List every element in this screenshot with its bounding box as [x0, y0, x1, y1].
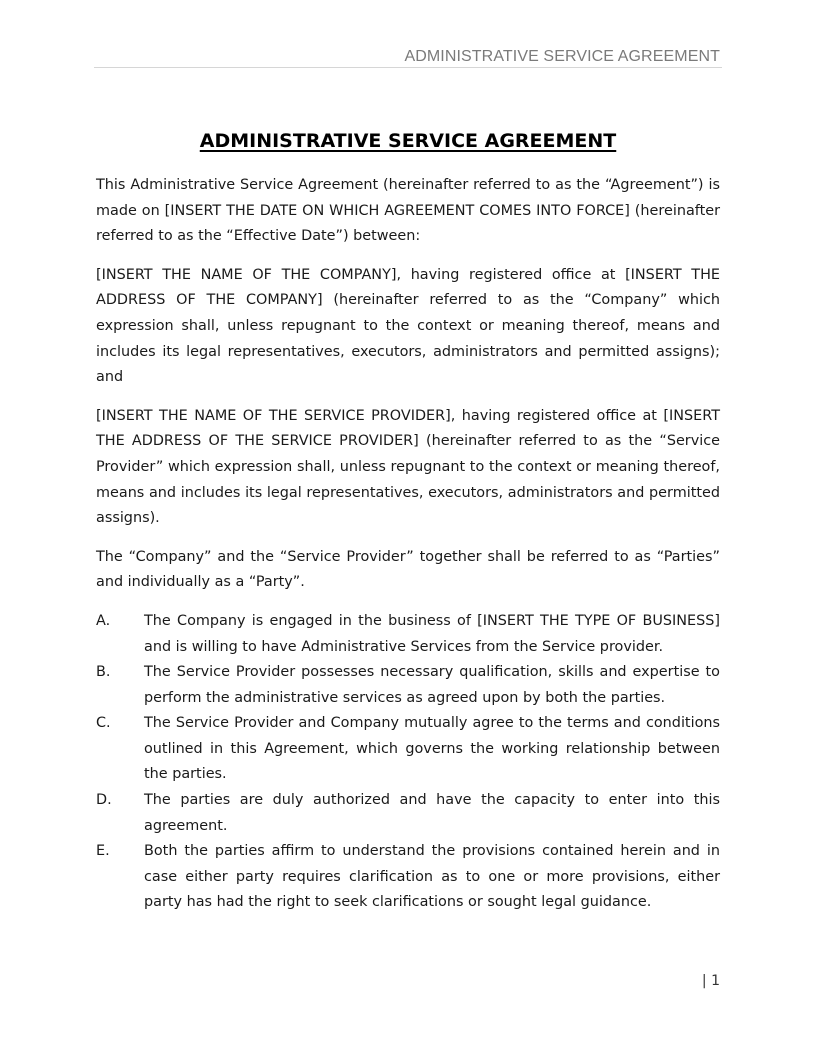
recital-text: The parties are duly authorized and have the capacity to enter into this agreement. — [144, 792, 720, 834]
recital-letter: C. — [96, 715, 111, 732]
recital-text: The Service Provider and Company mutually agree to the terms and conditions outlined in this Agreement, which governs the working relationship between the parties. — [144, 715, 720, 783]
recital-item — [96, 711, 720, 788]
company-party-paragraph: [INSERT THE NAME OF THE COMPANY], having registered office at [INSERT THE ADDRESS OF THE COMPANY] (hereinafter referred to as the “Company” which expression shall, unless repugnant to the context or meaning thereof, means and includes its legal representatives, executors, administrators and permitted assigns); and — [96, 266, 720, 386]
recital-item — [96, 788, 720, 839]
preamble-paragraph: This Administrative Service Agreement (hereinafter referred to as the “Agreement”) is made on [INSERT THE DATE ON WHICH AGREEMENT COMES INTO FORCE] (hereinafter referred to as the “Effective Date”) between: — [96, 177, 720, 245]
running-header-title: ADMINISTRATIVE SERVICE AGREEMENT — [404, 48, 720, 65]
parties-definition-paragraph: The “Company” and the “Service Provider” together shall be referred to as “Parties” and individually as a “Party”. — [96, 548, 720, 591]
page-number: | 1 — [701, 973, 720, 989]
recital-text: Both the parties affirm to understand the provisions contained herein and in case either party requires clarification as to one or more provisions, either party has had the right to seek clarifications or sought legal guidance. — [144, 843, 720, 911]
recital-item — [96, 660, 720, 711]
recital-text: The Service Provider possesses necessary qualification, skills and expertise to perform the administrative services as agreed upon by both the parties. — [144, 664, 720, 706]
recital-item — [96, 609, 720, 660]
recital-letter: A. — [96, 612, 111, 629]
recital-letter: E. — [96, 843, 110, 860]
recitals-list — [96, 609, 720, 916]
recital-letter: D. — [96, 792, 112, 809]
recital-letter: B. — [96, 664, 111, 681]
header-divider — [94, 67, 722, 68]
recital-item — [96, 839, 720, 916]
recital-text: The Company is engaged in the business of [INSERT THE TYPE OF BUSINESS] and is willing to have Administrative Services from the Service provider. — [144, 612, 720, 655]
service-provider-party-paragraph: [INSERT THE NAME OF THE SERVICE PROVIDER], having registered office at [INSERT THE ADDRESS OF THE SERVICE PROVIDER] (hereinafter referred to as the “Service Provider” which expression shall, unless repugnant to the context or meaning thereof, means and includes its legal representatives, executors, administrators and permitted assigns). — [96, 407, 720, 527]
document-body — [96, 128, 720, 916]
document-title: ADMINISTRATIVE SERVICE AGREEMENT — [199, 130, 617, 152]
